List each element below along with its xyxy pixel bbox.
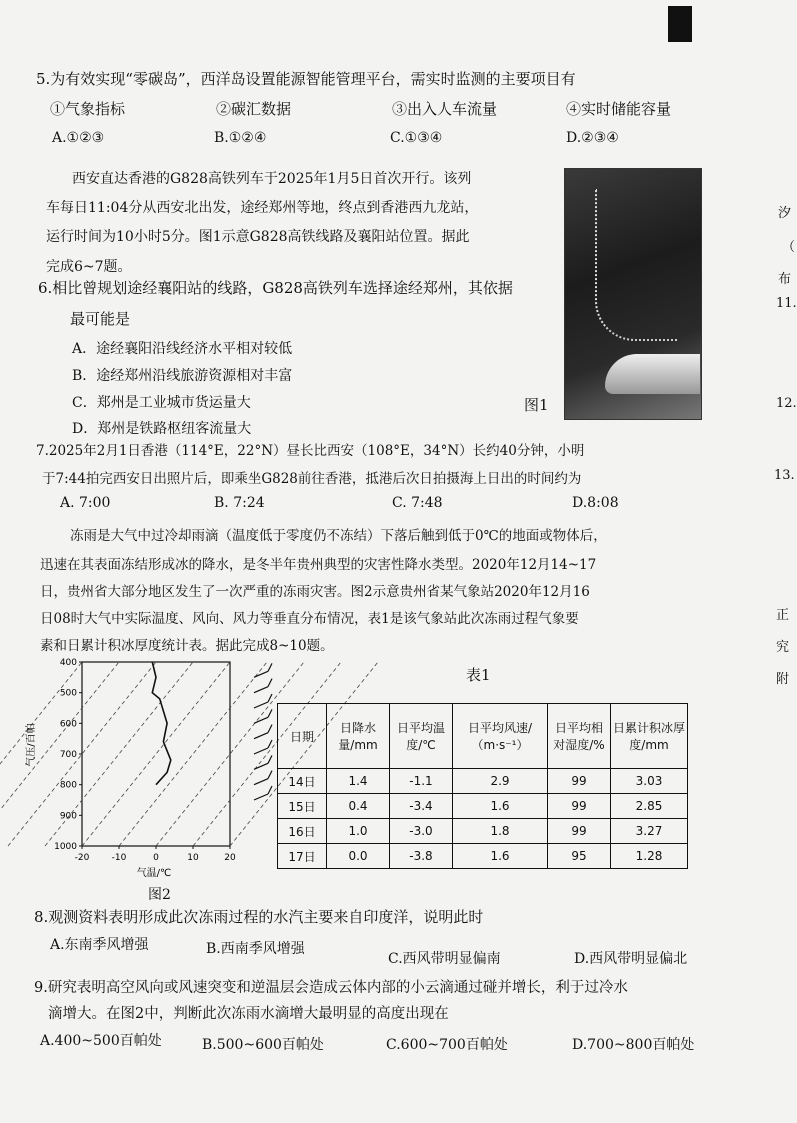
x-tick-label: 0 (153, 853, 159, 863)
table-row (278, 844, 688, 869)
table-cell: 2.9 (453, 769, 548, 794)
table-cell: 1.8 (453, 819, 548, 844)
q5-item-1: ①气象指标 (50, 100, 126, 118)
q5-option-a: A.①②③ (52, 130, 105, 146)
q7-option-c: C. 7:48 (392, 495, 443, 511)
wind-barb-flag (268, 786, 272, 794)
intro2-line-1: 冻雨是大气中过冷却雨滴（温度低于零度仍不冻结）下落后触到低于0℃的地面或物体后， (70, 528, 607, 544)
q9-stem-line-2: 滴增大。在图2中，判断此次冻雨水滴增大最明显的高度出现在 (48, 1006, 449, 1022)
margin-fragment: 11. (776, 296, 797, 311)
wind-barb-staff (254, 794, 268, 800)
x-tick-label: -20 (74, 853, 90, 863)
isotherm-line (82, 662, 230, 846)
wind-barb-flag (268, 755, 272, 763)
q7-stem-line-1: 7.2025年2月1日香港（114°E，22°N）昼长比西安（108°E，34°N）长约40分钟，小明 (36, 443, 585, 459)
q9-stem-line-1: 9.研究表明高空风向或风速突变和逆温层会造成云体内部的小云滴通过碰并增长，利于过冷水 (34, 980, 628, 996)
table-cell: 0.0 (327, 844, 390, 869)
margin-fragment: 布 (778, 272, 792, 287)
table1 (277, 703, 688, 869)
wind-barb-flag (268, 694, 272, 702)
table-cell: 15日 (278, 794, 327, 819)
y-tick-label: 500 (59, 688, 77, 699)
table-header-row (278, 704, 688, 769)
header-cell: 日平均相对湿度/% (548, 704, 611, 769)
header-cell: 日降水量/mm (327, 704, 390, 769)
y-tick-label: 800 (59, 780, 77, 791)
wind-barb-staff (254, 702, 268, 708)
intro1-line-1: 西安直达香港的G828高铁列车于2025年1月5日首次开行。该列 (72, 171, 472, 187)
q8-stem: 8.观测资料表明形成此次冻雨过程的水汽主要来自印度洋，说明此时 (34, 908, 484, 926)
intro2-line-5: 素和日累计积冰厚度统计表。据此完成8~10题。 (40, 638, 334, 654)
intro2-line-2: 迅速在其表面冻结形成冰的降水，是冬半年贵州典型的灾害性降水类型。2020年12月14~17 (40, 557, 597, 573)
table-cell: 99 (548, 819, 611, 844)
wind-barb-staff (254, 748, 268, 754)
table1-title: 表1 (466, 666, 491, 684)
wind-barb-flag (268, 740, 272, 748)
isotherm-line (119, 662, 267, 846)
margin-fragment: 12. (776, 396, 797, 411)
q5-option-c: C.①③④ (390, 130, 443, 146)
table-cell: -3.0 (390, 819, 453, 844)
table-row (278, 819, 688, 844)
wind-barb-staff (254, 779, 268, 785)
table-cell: 1.6 (453, 794, 548, 819)
temperature-profile-line (152, 662, 171, 785)
wind-barb-flag (268, 679, 272, 687)
wind-barb-staff (254, 671, 268, 677)
table-cell: 1.6 (453, 844, 548, 869)
y-tick-label: 700 (59, 750, 77, 760)
table-cell: 1.28 (611, 844, 688, 869)
intro1-line-2: 车每日11:04分从西安北出发，途经郑州等地，终点到香港西九龙站， (46, 200, 479, 216)
margin-fragment: （ (782, 240, 796, 255)
q5-item-4: ④实时储能容量 (566, 100, 672, 118)
figure1-caption: 图1 (524, 396, 549, 414)
table-cell: 17日 (278, 844, 327, 869)
header-cell: 日期 (278, 704, 327, 769)
y-tick-label: 600 (59, 719, 77, 730)
table-cell: -3.8 (390, 844, 453, 869)
table-cell: 16日 (278, 819, 327, 844)
q5-option-d: D.②③④ (566, 130, 619, 146)
table-cell: 3.27 (611, 819, 688, 844)
table-cell: 14日 (278, 769, 327, 794)
q7-stem-line-2: 于7:44拍完西安日出照片后，即乘坐G828前往香港，抵港后次日拍摄海上日出的时间约为 (42, 471, 582, 487)
wind-barbs (254, 663, 272, 800)
figure1-map-photo (564, 168, 702, 420)
intro2-line-3: 日，贵州省大部分地区发生了一次严重的冻雨灾害。图2示意贵州省某气象站2020年12月16 (40, 584, 590, 600)
margin-fragment: 附 (776, 672, 790, 687)
intro1-line-3: 运行时间为10小时5分。图1示意G828高铁线路及襄阳站位置。据此 (46, 229, 470, 245)
x-tick-label: -10 (111, 853, 127, 863)
intro2-line-4: 日08时大气中实际温度、风向、风力等垂直分布情况，表1是该气象站此次冻雨过程气象要 (40, 611, 579, 627)
q5-option-b: B.①②④ (214, 130, 267, 146)
y-axis-label: 气压/百帕 (26, 723, 37, 767)
q6-option-c: C．郑州是工业城市货运量大 (72, 395, 251, 411)
q6-stem-line-2: 最可能是 (70, 310, 131, 328)
table-cell: 1.4 (327, 769, 390, 794)
table-cell: 1.0 (327, 819, 390, 844)
figure2-chart (20, 650, 280, 890)
wind-barb-staff (254, 687, 268, 693)
q8-option-b: B.西南季风增强 (206, 941, 305, 957)
q6-stem-line-1: 6.相比曾规划途经襄阳站的线路，G828高铁列车选择途经郑州，其依据 (38, 279, 513, 297)
x-tick-label: 20 (224, 853, 236, 863)
table-cell: 99 (548, 794, 611, 819)
rail-route-line (595, 189, 677, 341)
header-cell: 日平均风速/（m·s⁻¹） (453, 704, 548, 769)
table-row (278, 769, 688, 794)
wind-barb-staff (254, 763, 268, 769)
q6-option-a: A．途经襄阳沿线经济水平相对较低 (72, 341, 293, 357)
wind-barb-flag (268, 725, 272, 733)
q5-stem: 5.为有效实现“零碳岛”，西洋岛设置能源智能管理平台，需实时监测的主要项目有 (36, 70, 576, 88)
q9-option-b: B.500~600百帕处 (202, 1037, 324, 1053)
q8-option-c: C.西风带明显偏南 (388, 951, 501, 967)
intro1-line-4: 完成6~7题。 (46, 259, 132, 275)
table-cell: 3.03 (611, 769, 688, 794)
margin-fragment: 究 (776, 640, 790, 655)
q5-item-3: ③出入人车流量 (392, 100, 498, 118)
figure2-caption: 图2 (148, 887, 171, 903)
wind-barb-flag (268, 663, 272, 671)
table-row (278, 794, 688, 819)
y-tick-label: 900 (59, 811, 77, 822)
q6-option-b: B．途经郑州沿线旅游资源相对丰富 (72, 368, 293, 384)
y-tick-label: 400 (59, 658, 77, 668)
table-cell: 95 (548, 844, 611, 869)
margin-fragment: 正 (776, 608, 790, 623)
q7-option-a: A. 7:00 (60, 495, 111, 511)
q7-option-d: D.8:08 (572, 495, 619, 511)
x-axis-label: 气温/℃ (136, 868, 172, 879)
wind-barb-staff (254, 733, 268, 739)
header-cell: 日平均温度/℃ (390, 704, 453, 769)
x-tick-label: 10 (187, 853, 199, 863)
q9-option-c: C.600~700百帕处 (386, 1037, 508, 1053)
q5-item-2: ②碳汇数据 (216, 100, 292, 118)
black-marker (668, 6, 692, 42)
q6-option-d: D．郑州是铁路枢纽客流量大 (72, 421, 252, 437)
margin-fragment: 13. (774, 468, 795, 483)
wind-barb-staff (254, 717, 268, 723)
wind-barb-flag (268, 709, 272, 717)
q7-option-b: B. 7:24 (214, 495, 265, 511)
table-cell: 2.85 (611, 794, 688, 819)
margin-fragment: 汐 (778, 206, 792, 221)
table-cell: -3.4 (390, 794, 453, 819)
q8-option-a: A.东南季风增强 (50, 937, 149, 953)
header-cell: 日累计积冰厚度/mm (611, 704, 688, 769)
y-tick-label: 1000 (54, 842, 77, 852)
table-cell: 0.4 (327, 794, 390, 819)
table-cell: 99 (548, 769, 611, 794)
q9-option-d: D.700~800百帕处 (572, 1037, 695, 1053)
wind-barb-flag (268, 771, 272, 779)
q8-option-d: D.西风带明显偏北 (574, 951, 688, 967)
q9-option-a: A.400~500百帕处 (40, 1033, 162, 1049)
train-image (605, 354, 700, 394)
table-cell: -1.1 (390, 769, 453, 794)
